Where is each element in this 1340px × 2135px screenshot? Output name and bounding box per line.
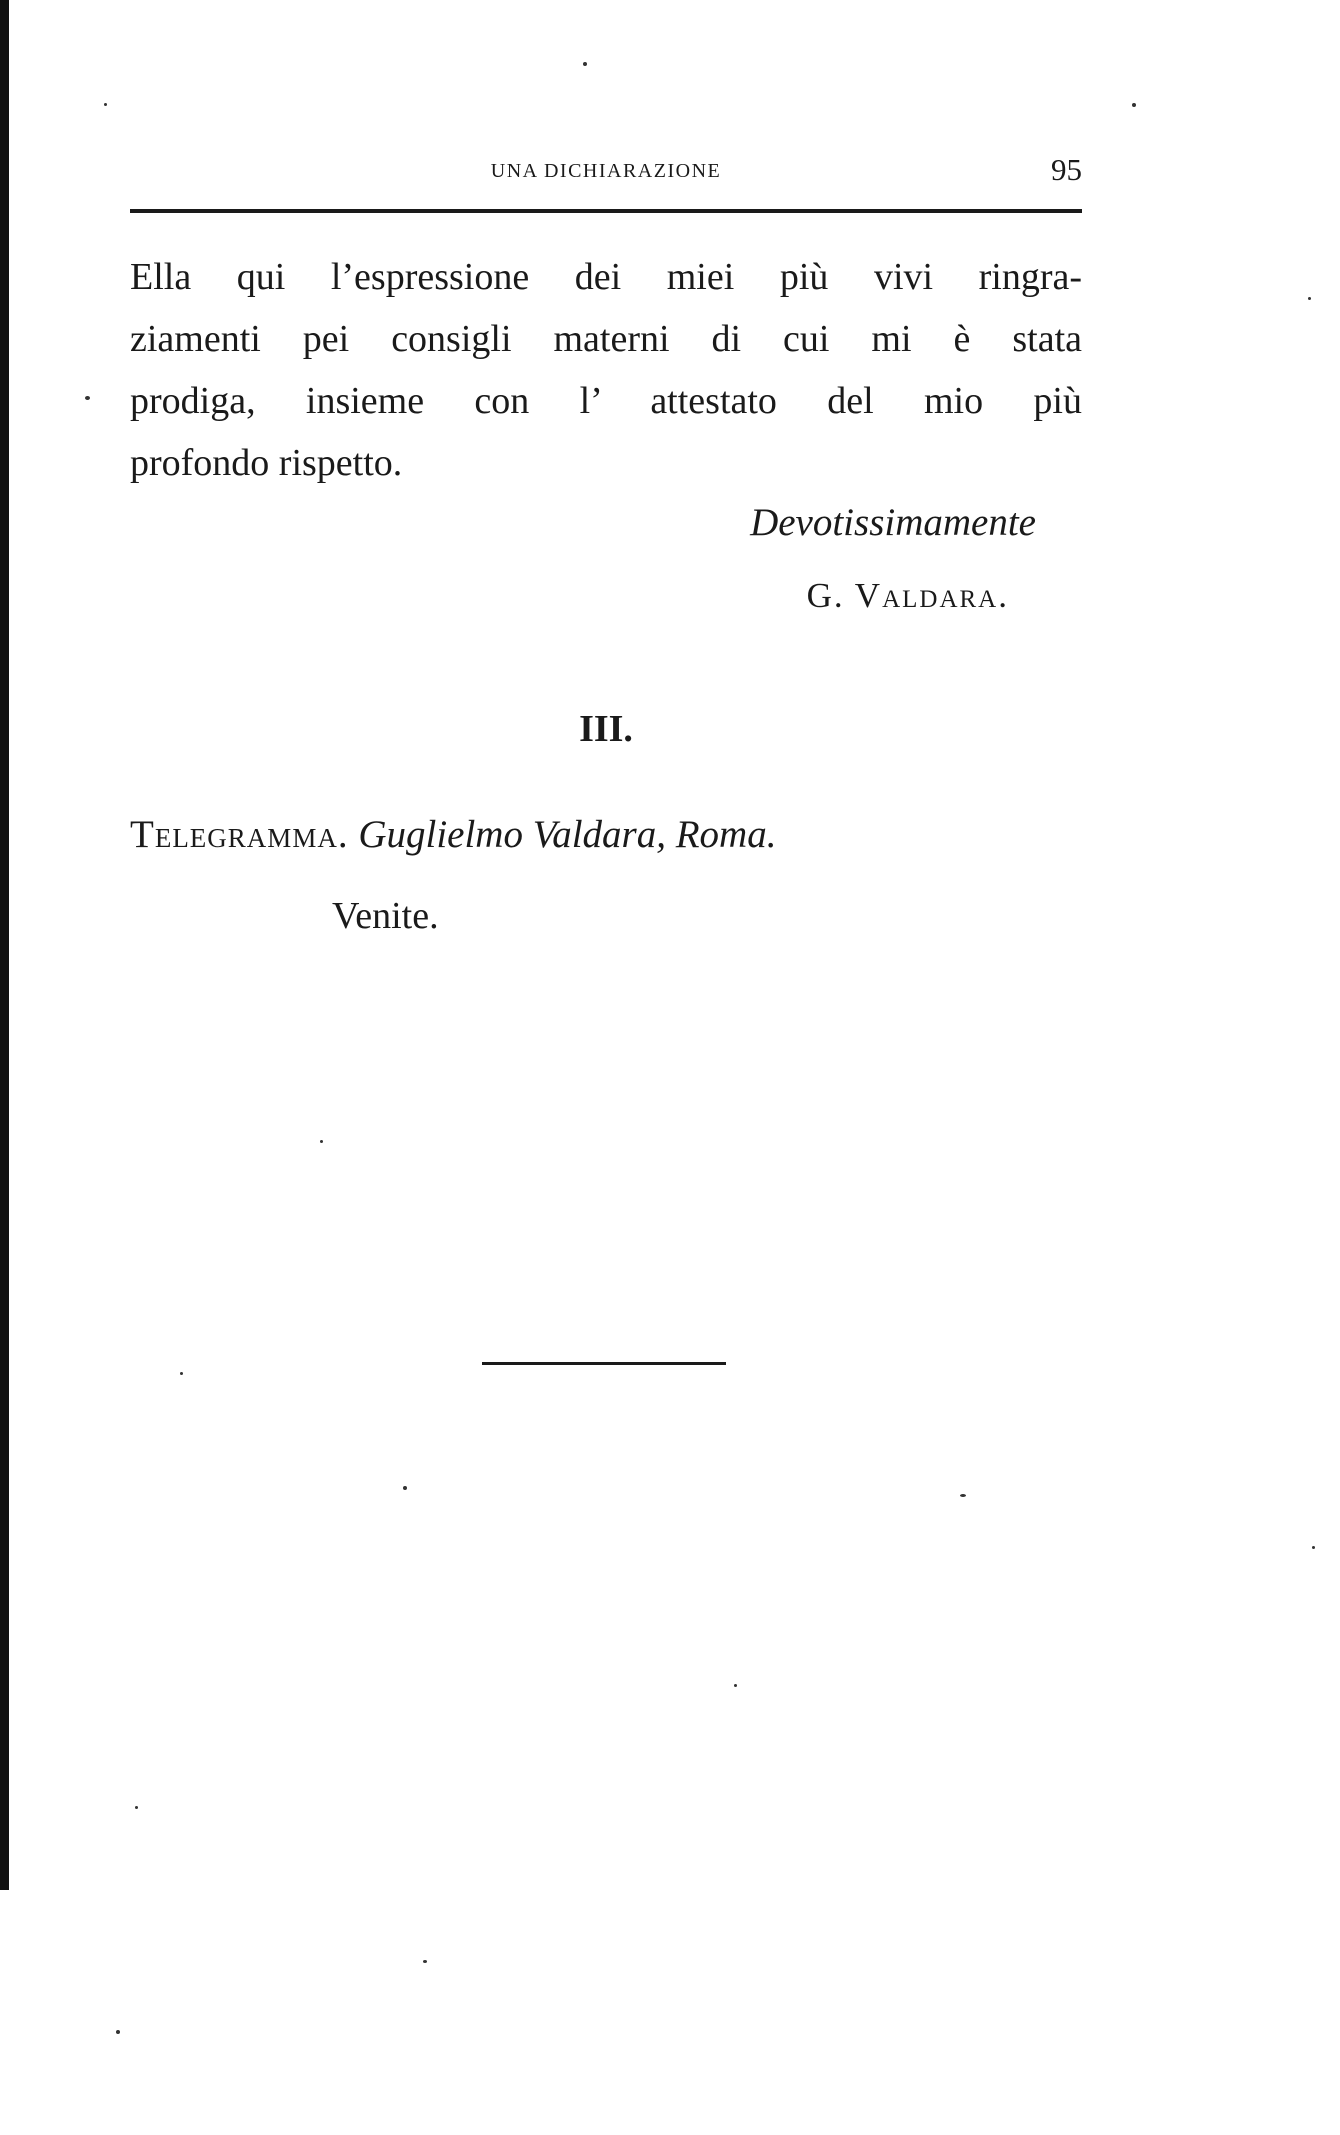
scan-speck xyxy=(116,2030,120,2034)
telegram-heading xyxy=(130,812,776,857)
scan-speck xyxy=(85,396,90,400)
scan-speck xyxy=(320,1140,323,1143)
scan-speck xyxy=(423,1960,427,1963)
scan-speck xyxy=(403,1486,407,1490)
scan-speck xyxy=(180,1372,183,1375)
body-line: ziamenti pei consigli materni di cui mi è stata xyxy=(130,318,1082,360)
telegram-label: Telegramma. xyxy=(130,813,349,856)
running-title: UNA DICHIARAZIONE xyxy=(490,160,722,182)
scan-speck xyxy=(734,1684,737,1687)
scan-speck xyxy=(960,1494,966,1497)
running-head xyxy=(130,152,1082,192)
body-line: prodiga, insieme con l’ attestato del mio più xyxy=(130,380,1082,422)
scan-speck xyxy=(1308,297,1311,300)
scan-speck xyxy=(1312,1546,1315,1549)
page-number: 95 xyxy=(1051,152,1082,187)
scan-speck xyxy=(135,1806,138,1809)
body-line: Ella qui l’espressione dei miei più vivi ringra- xyxy=(130,256,1082,298)
header-rule xyxy=(130,209,1082,213)
scan-speck xyxy=(583,62,587,66)
page-binding-edge xyxy=(0,0,9,1890)
section-number: III. xyxy=(579,708,633,750)
scan-speck xyxy=(1132,103,1136,107)
letter-body xyxy=(130,246,1082,494)
signature: G. Valdara. xyxy=(806,576,1009,615)
telegram-body: Venite. xyxy=(332,895,439,937)
end-rule xyxy=(482,1362,726,1365)
closing-salutation: Devotissimamente xyxy=(750,501,1036,544)
body-line: profondo rispetto. xyxy=(130,442,403,484)
scan-speck xyxy=(104,103,107,106)
telegram-recipient: Guglielmo Valdara, Roma. xyxy=(358,813,777,856)
